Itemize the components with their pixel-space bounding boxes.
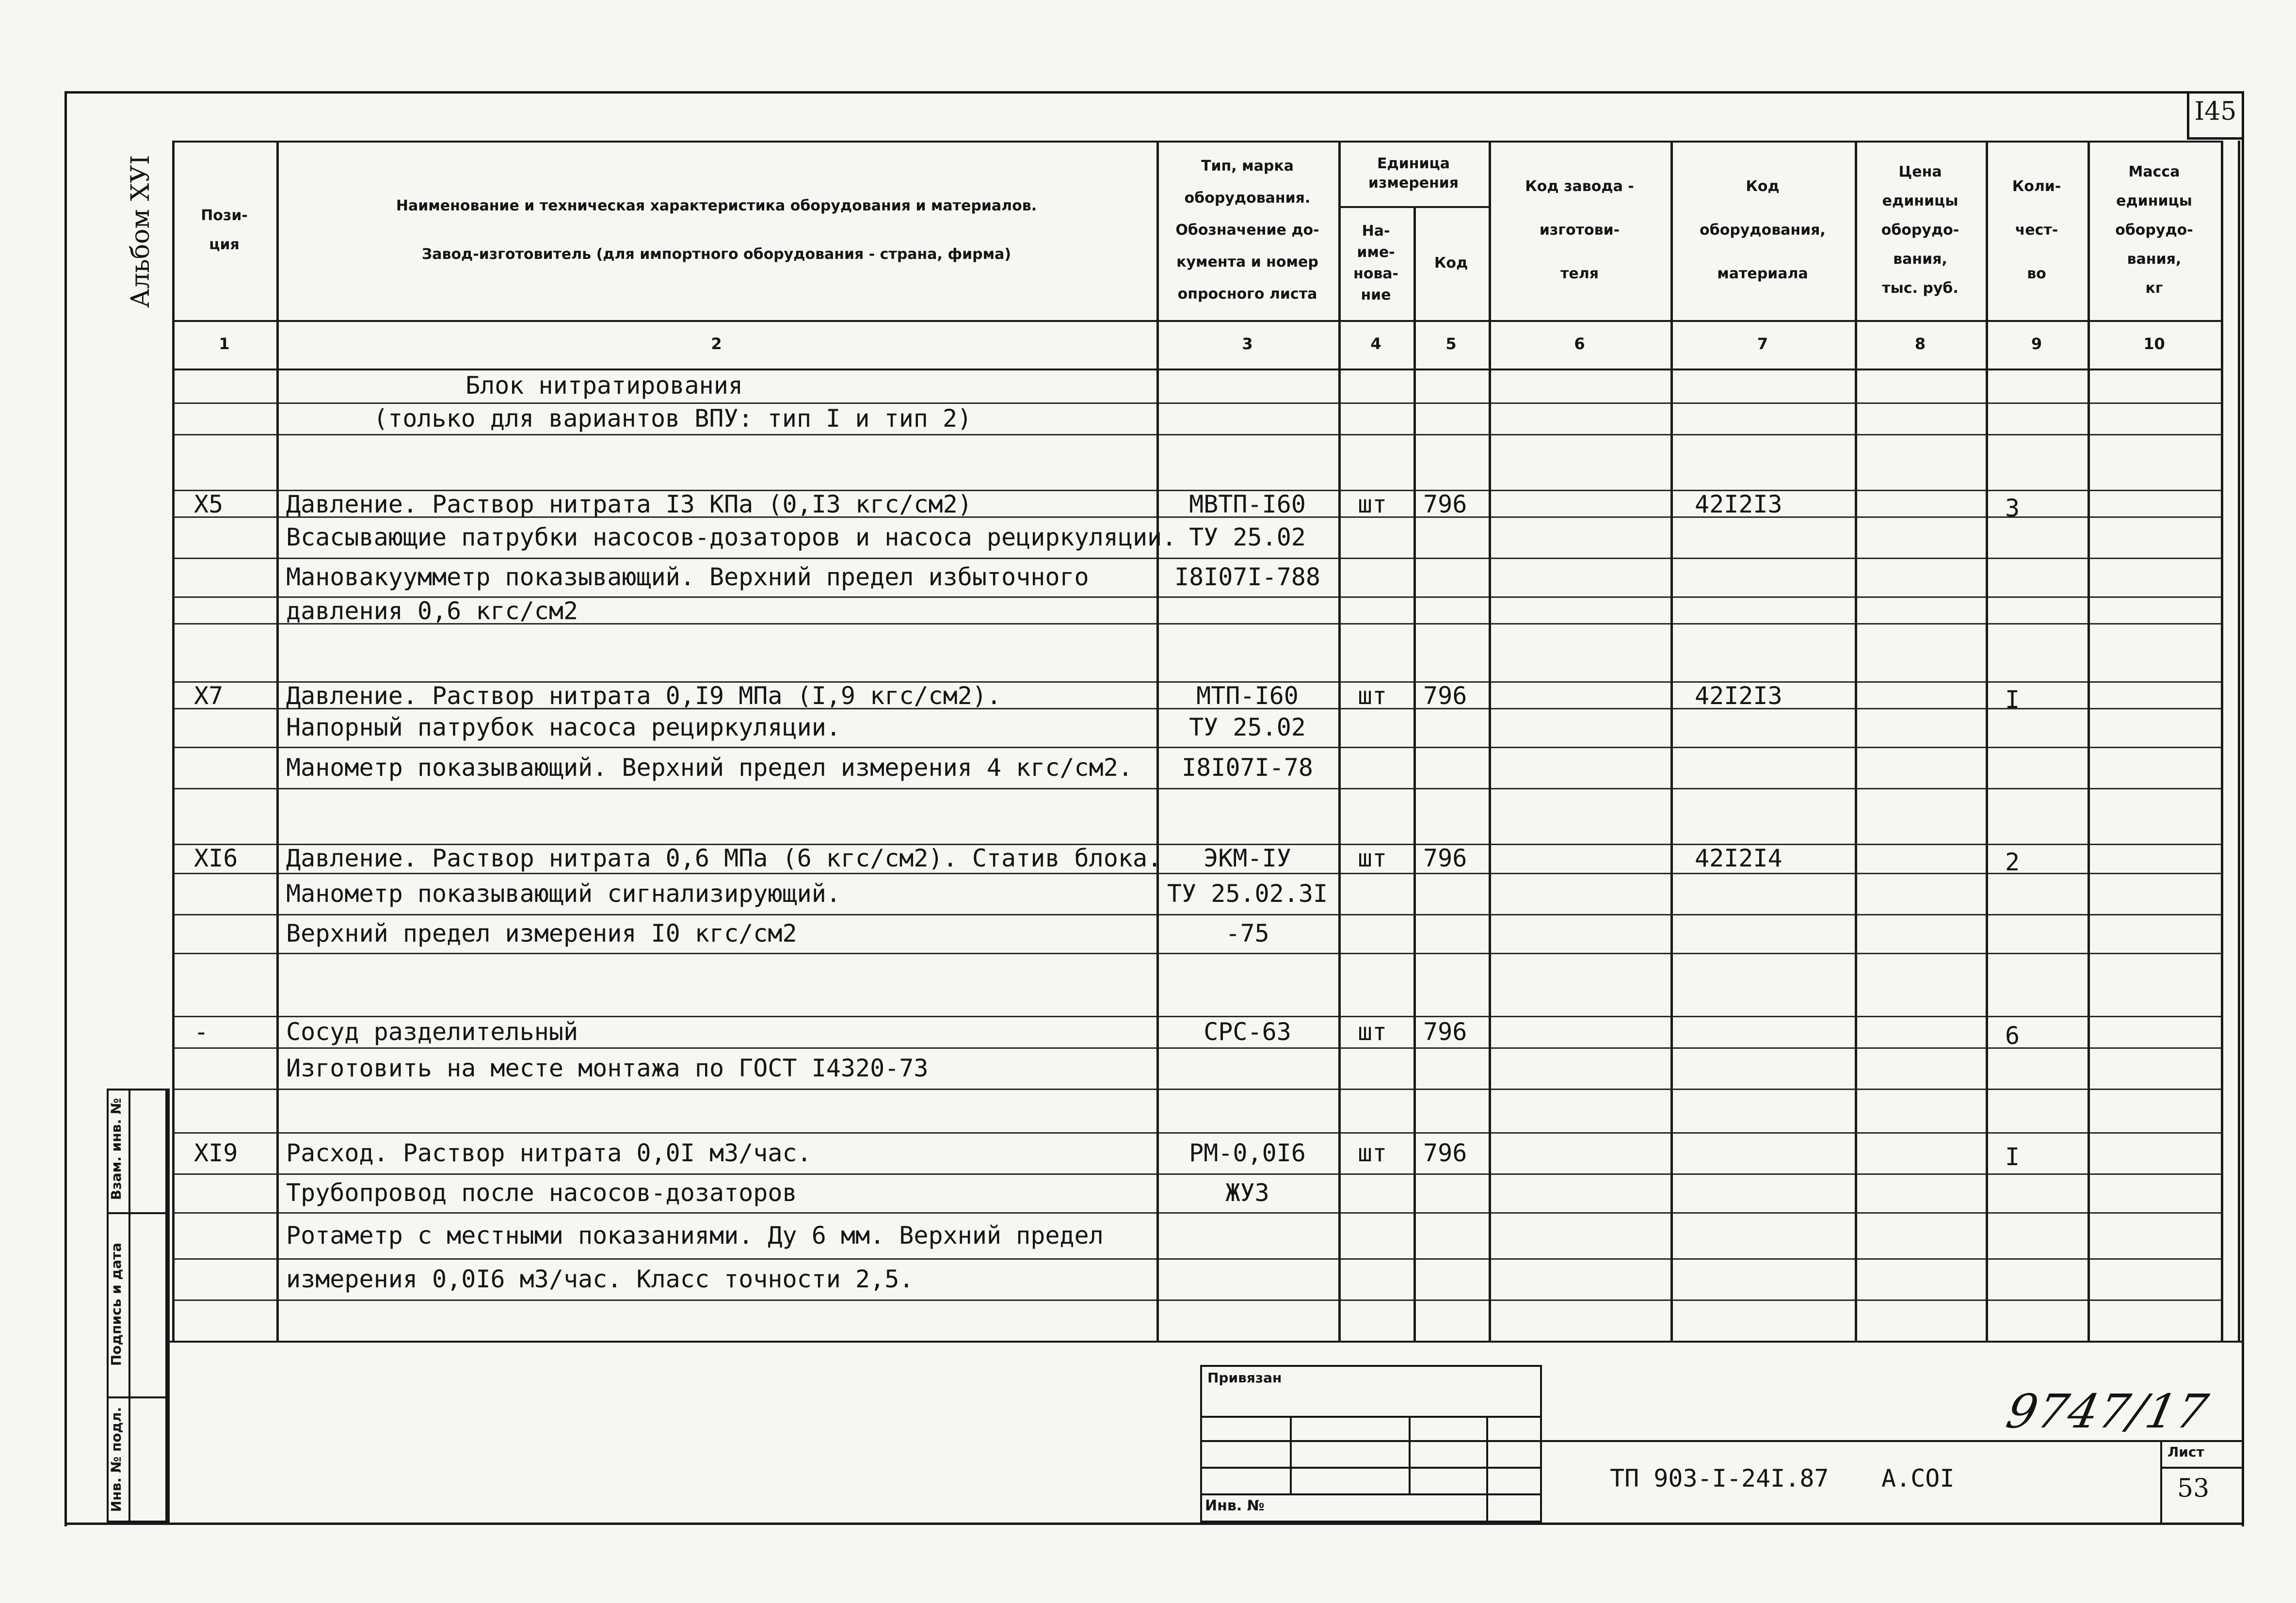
row-line: [172, 1299, 2221, 1301]
column-number: 4: [1370, 335, 1381, 353]
row-name: Сосуд разделительный: [286, 1017, 578, 1046]
row-type: I8I07I-788: [1174, 563, 1321, 591]
row-position: -: [194, 1017, 209, 1046]
header-text: чест-: [2015, 222, 2058, 239]
row-name: Расход. Раствор нитрата 0,0I м3/час.: [286, 1138, 812, 1167]
header-text: Тип, марка: [1201, 158, 1294, 175]
body-left-line: [167, 1089, 170, 1525]
stamp-podpis: Подпись и дата: [108, 1242, 124, 1366]
page-number: I45: [2194, 97, 2237, 126]
row-name: измерения 0,0I6 м3/час. Класс точности 2,5.: [286, 1265, 914, 1293]
doc-section: А.COI: [1881, 1464, 1955, 1492]
header-text: Обозначение до-: [1175, 222, 1319, 239]
row-unit: шт: [1358, 682, 1387, 710]
block-subtitle: (только для вариантов ВПУ: тип I и тип 2): [373, 404, 972, 433]
column-line: [2087, 141, 2090, 1341]
header-unit-group: [1338, 141, 1489, 206]
column-number: 7: [1757, 335, 1768, 353]
column-number: 5: [1445, 335, 1457, 353]
row-line: [172, 558, 2221, 559]
header-text: теля: [1560, 265, 1599, 282]
row-name: Изготовить на месте монтажа по ГОСТ I4320-73: [286, 1054, 929, 1082]
row-name: Давление. Раствор нитрата 0,I9 МПа (I,9 кгс/см2).: [286, 682, 1002, 710]
binding-v2: [1409, 1416, 1411, 1493]
header-name: [276, 141, 1156, 320]
column-number: 2: [711, 335, 722, 353]
header-text: Пози-: [201, 207, 248, 224]
row-line: [172, 953, 2221, 954]
column-number: 9: [2031, 335, 2042, 353]
row-unit-code: 796: [1423, 682, 1467, 710]
body-bottom-line: [167, 1341, 2244, 1343]
row-type: ТУ 25.02: [1189, 523, 1306, 551]
row-name: Верхний предел измерения I0 кгс/см2: [286, 919, 797, 947]
doc-code: ТП 903-I-24I.87: [1610, 1464, 1829, 1492]
column-line: [1413, 206, 1416, 1341]
row-line: [172, 873, 2221, 874]
column-number: 3: [1242, 335, 1253, 353]
header-unit-name: [1338, 206, 1413, 320]
header-quantity: [1986, 141, 2087, 320]
column-line: [1670, 141, 1673, 1341]
row-name: Мановакуумметр показывающий. Верхний предел избыточного: [286, 563, 1089, 591]
header-unit-code: [1413, 206, 1489, 320]
header-text: Код: [1434, 254, 1468, 272]
row-line: [172, 1089, 2221, 1090]
header-text: нова-: [1353, 265, 1399, 282]
header-text: Код завода -: [1525, 178, 1634, 195]
header-text: вания,: [1893, 251, 1947, 268]
header-text: вания,: [2127, 251, 2182, 268]
header-type: [1156, 141, 1338, 320]
header-text: оборудо-: [2115, 222, 2193, 239]
header-text: изготови-: [1539, 222, 1620, 239]
row-name: Манометр показывающий сигнализирующий.: [286, 879, 841, 908]
row-line: [172, 1047, 2221, 1049]
row-unit-code: 796: [1423, 1138, 1467, 1167]
row-quantity: 6: [2005, 1021, 2020, 1050]
row-type: СРС-63: [1204, 1017, 1291, 1046]
row-name: Давление. Раствор нитрата 0,6 МПа (6 кгс/см2). Статив блока.: [286, 844, 1162, 872]
stamp-inv-podl: Инв. № подл.: [108, 1407, 124, 1512]
handwritten-signature: 9747/17: [2002, 1384, 2214, 1439]
header-text: оборудования,: [1700, 222, 1826, 239]
left-stamp-h1: [107, 1212, 167, 1214]
row-name: Всасывающие патрубки насосов-дозаторов и насоса рециркуляции.: [286, 523, 1177, 551]
sheet-box-divider: [2160, 1467, 2244, 1469]
row-name: Трубопровод после насосов-дозаторов: [286, 1179, 797, 1207]
row-unit: шт: [1358, 1138, 1387, 1167]
binding-h2: [1200, 1440, 1542, 1442]
stamp-vzam: Взам. инв. №: [108, 1098, 124, 1200]
binding-v3: [1486, 1416, 1488, 1523]
row-type: ТУ 25.02: [1189, 713, 1306, 741]
row-unit: шт: [1358, 1017, 1387, 1046]
row-name: Давление. Раствор нитрата I3 КПа (0,I3 кгс/см2): [286, 490, 972, 518]
row-line: [172, 1132, 2221, 1134]
header-text: измерения: [1368, 174, 1459, 192]
column-number: 8: [1914, 335, 1926, 353]
row-line: [172, 1258, 2221, 1260]
row-type: I8I07I-78: [1182, 753, 1313, 782]
sheet-label: Лист: [2168, 1444, 2204, 1460]
header-mass: [2087, 141, 2221, 320]
header-text: кумента и номер: [1176, 254, 1318, 271]
binding-v1: [1290, 1416, 1292, 1493]
row-line: [172, 747, 2221, 748]
row-equipment-code: 42I2I4: [1695, 844, 1782, 872]
header-position: [172, 141, 276, 320]
row-type: ТУ 25.02.3I: [1167, 879, 1328, 908]
header-text: име-: [1357, 243, 1395, 261]
column-line: [1855, 141, 1857, 1341]
row-type: ЖУЗ: [1225, 1179, 1269, 1207]
row-unit-code: 796: [1423, 490, 1467, 518]
header-text: ние: [1361, 286, 1391, 304]
header-price: [1855, 141, 1986, 320]
row-line: [172, 1173, 2221, 1175]
header-equipment-code: [1670, 141, 1855, 320]
row-position: X7: [194, 682, 224, 710]
row-quantity: 2: [2005, 848, 2020, 876]
row-quantity: 3: [2005, 494, 2020, 522]
column-number: 1: [219, 335, 230, 353]
row-unit: шт: [1358, 490, 1387, 518]
header-text: единицы: [1882, 192, 1959, 209]
row-name: Напорный патрубок насоса рециркуляции.: [286, 713, 841, 741]
header-text: ция: [209, 236, 240, 253]
right-edge-line: [2238, 141, 2240, 1341]
header-text: Завод-изготовитель (для импортного оборудования - страна, фирма): [421, 246, 1012, 263]
column-number: 6: [1574, 335, 1585, 353]
album-label: Альбом XУI: [126, 155, 155, 308]
header-text: материала: [1717, 265, 1808, 282]
column-number: 10: [2143, 335, 2165, 353]
header-text: Цена: [1898, 163, 1942, 180]
row-line: [172, 1212, 2221, 1214]
title-block-line: [1542, 1440, 2244, 1442]
row-unit-code: 796: [1423, 1017, 1467, 1046]
column-line: [276, 141, 279, 1341]
row-quantity: I: [2005, 1142, 2020, 1171]
header-text: во: [2027, 265, 2046, 282]
binding-h3: [1200, 1467, 1542, 1469]
left-stamp-h2: [107, 1396, 167, 1398]
sheet-number: 53: [2177, 1474, 2210, 1503]
header-text: оборудо-: [1881, 222, 1959, 239]
header-bottom-line: [172, 320, 2221, 322]
row-equipment-code: 42I2I3: [1695, 682, 1782, 710]
block-title: Блок нитратирования: [466, 371, 743, 400]
binding-h1: [1200, 1416, 1542, 1418]
binding-h4: [1200, 1493, 1542, 1495]
row-name: Ротаметр с местными показаниями. Ду 6 мм. Верхний предел: [286, 1221, 1104, 1250]
row-unit: шт: [1358, 844, 1387, 872]
binding-inv-label: Инв. №: [1205, 1497, 1265, 1514]
row-type: РМ-0,0I6: [1189, 1138, 1306, 1167]
row-name: Манометр показывающий. Верхний предел измерения 4 кгс/см2.: [286, 753, 1133, 782]
header-factory-code: [1489, 141, 1670, 320]
row-line: [172, 434, 2221, 435]
header-text: единицы: [2116, 192, 2192, 209]
header-text: На-: [1362, 222, 1390, 240]
header-text: Коли-: [2012, 178, 2061, 195]
column-line: [172, 141, 175, 1341]
header-text: Наименование и техническая характеристика оборудования и материалов.: [396, 197, 1037, 214]
column-line: [2221, 141, 2223, 1341]
header-text: Единица: [1377, 155, 1450, 172]
column-line: [1489, 141, 1491, 1341]
binding-label: Привязан: [1207, 1370, 1282, 1386]
header-text: оборудования.: [1184, 190, 1311, 207]
left-stamp-divider: [128, 1089, 130, 1523]
row-type: -75: [1225, 919, 1269, 947]
row-equipment-code: 42I2I3: [1695, 490, 1782, 518]
row-line: [172, 914, 2221, 915]
header-text: Масса: [2128, 163, 2180, 180]
row-type: МВТП-I60: [1189, 490, 1306, 518]
header-text: кг: [2145, 280, 2163, 297]
header-text: Код: [1746, 178, 1780, 195]
header-text: тыс. руб.: [1882, 280, 1959, 297]
numbers-bottom-line: [172, 369, 2221, 370]
row-line: [172, 788, 2221, 789]
row-position: X5: [194, 490, 224, 518]
column-line: [1338, 141, 1341, 1341]
row-name: давления 0,6 кгс/см2: [286, 597, 578, 625]
row-unit-code: 796: [1423, 844, 1467, 872]
header-text: опросного листа: [1177, 286, 1317, 303]
row-type: ЭКМ-IУ: [1204, 844, 1291, 872]
column-line: [1986, 141, 1988, 1341]
row-quantity: I: [2005, 686, 2020, 714]
row-position: XI9: [194, 1138, 238, 1167]
frame-bottom-line: [64, 1523, 2244, 1525]
row-position: XI6: [194, 844, 238, 872]
row-type: МТП-I60: [1196, 682, 1299, 710]
